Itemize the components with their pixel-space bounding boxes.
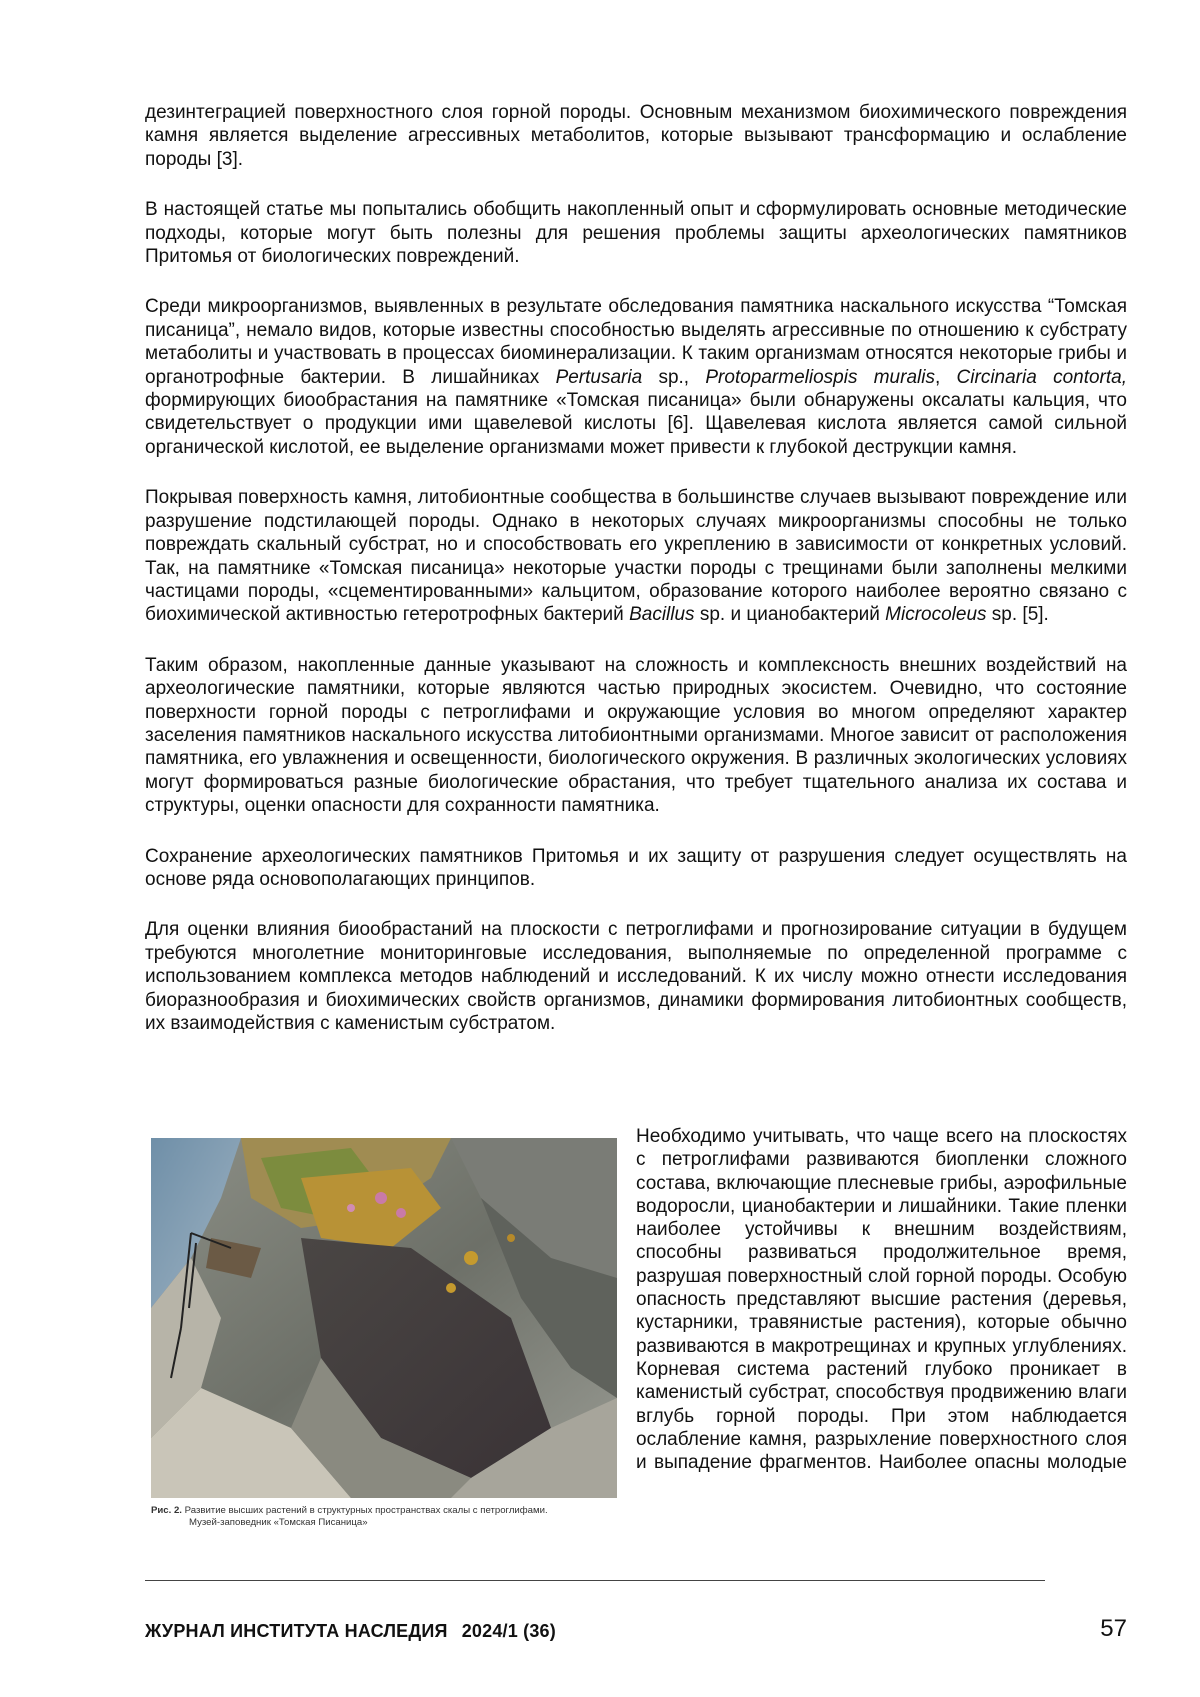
side-text-column bbox=[636, 1125, 1127, 1474]
journal-name: ЖУРНАЛ ИНСТИТУТА НАСЛЕДИЯ bbox=[145, 1621, 448, 1641]
footer-divider bbox=[145, 1580, 1045, 1581]
main-text-column bbox=[145, 101, 1127, 1035]
journal-issue: 2024/1 (36) bbox=[461, 1621, 556, 1641]
paragraph-3-text-c: , bbox=[934, 366, 957, 388]
figure-caption-line-2: Музей-заповедник «Томская Писаница» bbox=[189, 1517, 368, 1528]
species-bacillus: Bacillus bbox=[629, 604, 695, 626]
paragraph-6: Сохранение археологических памятников Притомья и их защиту от разрушения следует осуществлять на основе ряда основополагающих принципов. bbox=[145, 845, 1127, 890]
species-microcoleus: Microcoleus bbox=[885, 604, 987, 626]
paragraph-4 bbox=[145, 486, 1127, 626]
paragraph-2: В настоящей статье мы попытались обобщить накопленный опыт и сформулировать основные методические подходы, которые могут быть полезны для решения проблемы защиты археологических памятников Притомья от биологических повреждений. bbox=[145, 199, 1127, 268]
paragraph-4-text-a: Покрывая поверхность камня, литобионтные сообщества в большинстве случаев вызывают повреждение или разрушение подстилающей породы. Однако в некоторых случаях микроорганизмы способны не только повреждать скальный субстрат, но и способствовать его укреплению в зависимости от конкретных условий. Так, на памятнике «Томская писаница» некоторые участки породы с трещинами были заполнены мелкими частицами породы, «сцементированными» кальцитом, образование которого наиболее вероятно связано с биохимической активностью гетеротрофных бактерий bbox=[145, 487, 1127, 626]
rock-with-vegetation-photo bbox=[151, 1138, 617, 1498]
paragraph-3 bbox=[145, 295, 1127, 459]
paragraph-4-text-c: sp. [5]. bbox=[986, 604, 1049, 626]
species-protoparmeliospis: Protoparmeliospis muralis bbox=[705, 366, 935, 388]
figure-caption-line-1: Развитие высших растений в структурных пространствах скалы с петроглифами. bbox=[181, 1505, 548, 1516]
paragraph-3-text-d: формирующих биообрастания на памятнике «Томская писаница» были обнаружены оксалаты кальция, что свидетельствует о продукции ими щавелевой кислоты [6]. Щавелевая кислота является самой сильной органической кислотой, ее выделение организмами может привести к глубокой деструкции камня. bbox=[145, 390, 1127, 458]
paragraph-4-text-b: sp. и цианобактерий bbox=[694, 604, 886, 626]
journal-title bbox=[145, 1621, 556, 1642]
page-footer bbox=[145, 1615, 1127, 1645]
paragraph-3-text-b: sp., bbox=[642, 366, 706, 388]
page-number: 57 bbox=[1100, 1615, 1127, 1642]
species-pertusaria: Pertusaria bbox=[555, 366, 643, 388]
figure-caption-number: Рис. 2. bbox=[151, 1505, 182, 1516]
side-paragraph: Необходимо учитывать, что чаще всего на плоскостях с петроглифами развиваются биопленки сложного состава, включающие плесневые грибы, аэрофильные водоросли, цианобактерии и лишайники. Такие пленки наиболее устойчивы к внешним воздействиям, способны развиваться продолжительное время, разрушая поверхностный слой горной породы. Особую опасность представляют высшие растения (деревья, кустарники, травянистые растения), которые обычно развиваются в макротрещинах и крупных углублениях. Корневая система растений глубоко проникает в каменистый субстрат, способствуя продвижению влаги вглубь горной породы. При этом наблюдается ослабление камня, разрыхление поверхностного слоя и выпадение фрагментов. Наиболее опасны молодые bbox=[636, 1126, 1127, 1474]
paragraph-3-text-a: Среди микроорганизмов, выявленных в результате обследования памятника наскального искусства “Томская писаница”, немало видов, которые известны способностью выделять агрессивные по отношению к субстрату метаболиты и участвовать в процессах биоминерализации. К таким организмам относятся некоторые грибы и органотрофные бактерии. В лишайниках bbox=[145, 296, 1127, 388]
paragraph-5: Таким образом, накопленные данные указывают на сложность и комплексность внешних воздействий на археологические памятники, которые являются частью природных экосистем. Очевидно, что состояние поверхности горной породы с петроглифами и окружающие условия во многом определяют характер заселения памятников наскального искусства литобионтными организмами. Многое зависит от расположения памятника, его увлажнения и освещенности, биологического окружения. В различных экологических условиях могут формироваться разные биологические обрастания, что требует тщательного анализа их состава и структуры, оценки опасности для сохранности памятника. bbox=[145, 654, 1127, 817]
species-circinaria: Circinaria contorta, bbox=[956, 366, 1128, 388]
figure-2 bbox=[151, 1138, 617, 1543]
figure-caption bbox=[151, 1505, 617, 1529]
paragraph-7: Для оценки влияния биообрастаний на плоскости с петроглифами и прогнозирование ситуации в будущем требуются многолетние мониторинговые исследования, выполняемые по определенной программе с использованием комплекса методов наблюдений и исследований. К их числу можно отнести исследования биоразнообразия и биохимических свойств организмов, динамики формирования литобионтных сообществ, их взаимодействия с каменистым субстратом. bbox=[145, 919, 1127, 1034]
paragraph-1: дезинтеграцией поверхностного слоя горной породы. Основным механизмом биохимического повреждения камня является выделение агрессивных метаболитов, которые вызывают трансформацию и ослабление породы [3]. bbox=[145, 102, 1127, 170]
